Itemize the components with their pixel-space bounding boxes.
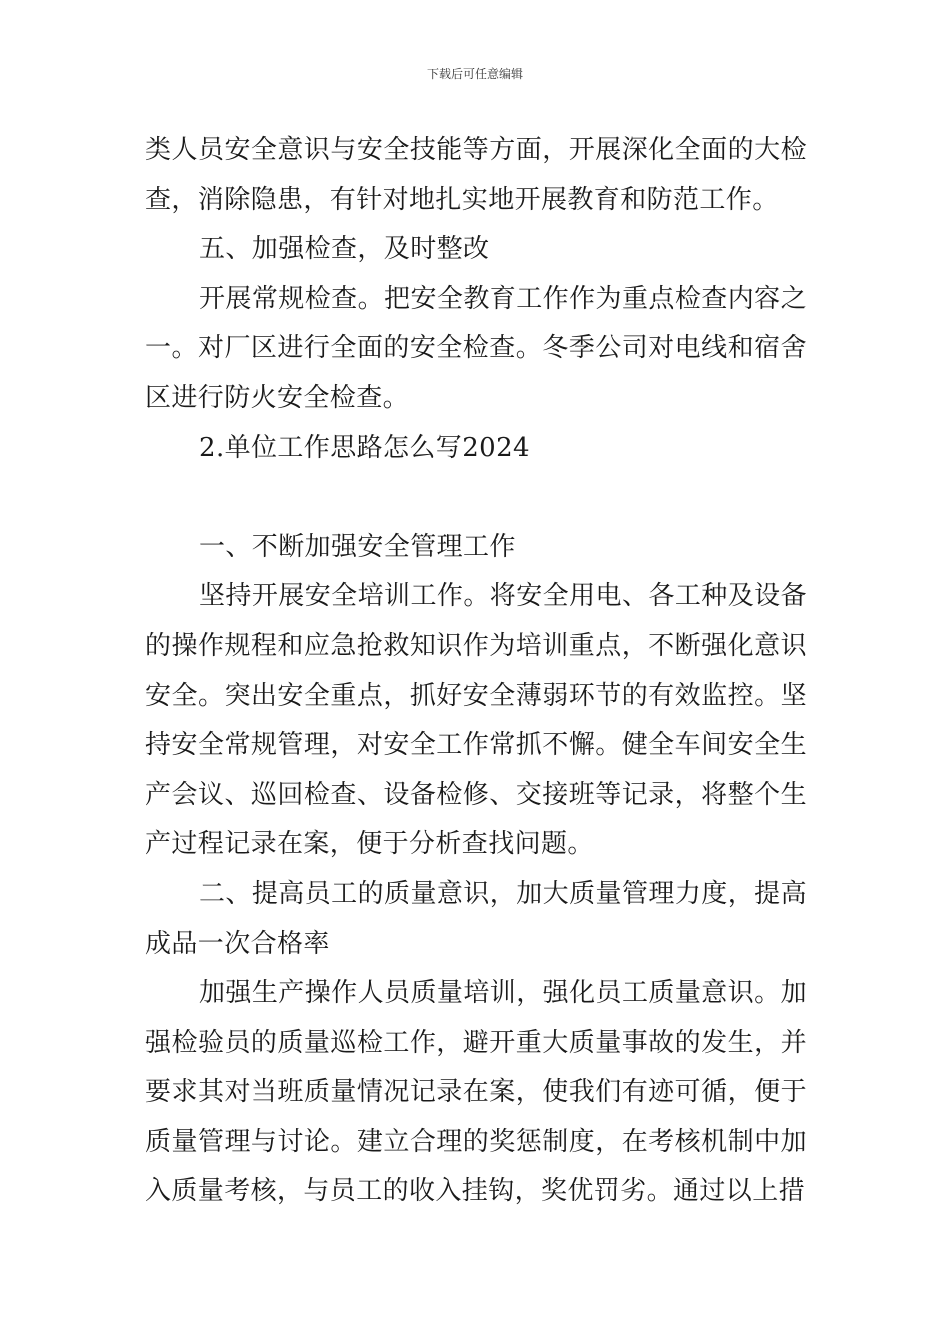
- document-body: [145, 126, 807, 1217]
- paragraph-quality-training: 加强生产操作人员质量培训，强化员工质量意识。加强检验员的质量巡检工作，避开重大质量事故的发生，并要求其对当班质量情况记录在案，使我们有迹可循，便于质量管理与讨论。建立合理的奖惩制度，在考核机制中加入质量考核，与员工的收入挂钩，奖优罚劣。通过以上措: [145, 978, 807, 1207]
- section-heading-five: 五、加强检查，及时整改: [199, 234, 490, 265]
- page-header: 下载后可任意编辑: [426, 67, 523, 81]
- section-heading-two: 二、提高员工的质量意识，加大质量管理力度，提高成品一次合格率: [145, 878, 807, 959]
- section-heading-one: 一、不断加强安全管理工作: [199, 531, 516, 562]
- paragraph-continuation: 类人员安全意识与安全技能等方面，开展深化全面的大检查，消除隐患，有针对地扎实地开展教育和防范工作。: [145, 135, 807, 215]
- paragraph-safety-training: 坚持开展安全培训工作。将安全用电、各工种及设备的操作规程和应急抢救知识作为培训重点，不断强化意识安全。突出安全重点，抓好安全薄弱环节的有效监控。坚持安全常规管理，对安全工作常抓不懈。健全车间安全生产会议、巡回检查、设备检修、交接班等记录，将整个生产过程记录在案，便于分析查找问题。: [145, 581, 807, 860]
- paragraph-regular-inspection: 开展常规检查。把安全教育工作作为重点检查内容之一。对厂区进行全面的安全检查。冬季公司对电线和宿舍区进行防火安全检查。: [145, 283, 807, 413]
- article-heading: 2.单位工作思路怎么写2024: [199, 432, 530, 463]
